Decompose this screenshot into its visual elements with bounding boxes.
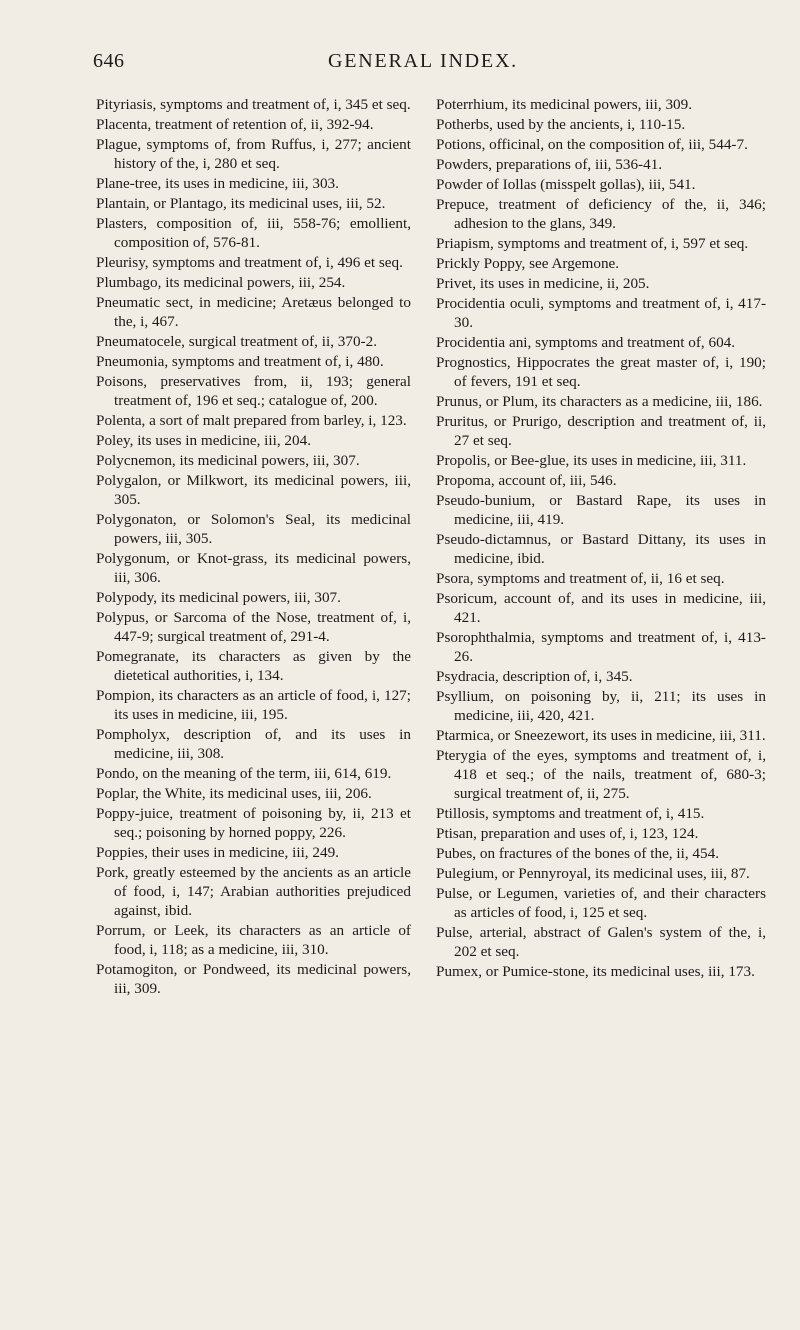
index-entry: Ptillosis, symptoms and treatment of, i, 415. (436, 805, 705, 822)
index-entry: Powder of Iollas (misspelt gollas), iii, 541. (436, 176, 696, 193)
index-entry: Psydracia, description of, i, 345. (436, 668, 633, 685)
index-entry: Potamogiton, or Pondweed, its medicinal powers, iii, 309. (96, 961, 411, 997)
index-entry: Plasters, composition of, iii, 558-76; emollient, composition of, 576-81. (96, 215, 411, 251)
index-entry: Pneumatic sect, in medicine; Aretæus belonged to the, i, 467. (96, 294, 411, 330)
index-entry: Poterrhium, its medicinal powers, iii, 309. (436, 96, 693, 113)
index-entry: Pomegranate, its characters as given by the dietetical authorities, i, 134. (96, 648, 411, 684)
index-entry: Potherbs, used by the ancients, i, 110-15. (436, 116, 686, 133)
index-entry: Prunus, or Plum, its characters as a medicine, iii, 186. (436, 393, 763, 410)
index-entry: Polygalon, or Milkwort, its medicinal powers, iii, 305. (96, 472, 411, 508)
index-entry: Pulse, or Legumen, varieties of, and their characters as articles of food, i, 125 et seq. (436, 885, 766, 921)
index-entry: Psoricum, account of, and its uses in medicine, iii, 421. (436, 590, 766, 626)
index-entry: Pruritus, or Prurigo, description and treatment of, ii, 27 et seq. (436, 413, 766, 449)
index-entry: Pseudo-dictamnus, or Bastard Dittany, its uses in medicine, ibid. (436, 531, 766, 567)
index-entry: Pork, greatly esteemed by the ancients as an article of food, i, 147; Arabian authorities prejudiced against, ibid. (96, 864, 411, 919)
index-entry: Psyllium, on poisoning by, ii, 211; its uses in medicine, iii, 420, 421. (436, 688, 766, 724)
index-entry: Poppy-juice, treatment of poisoning by, ii, 213 et seq.; poisoning by horned poppy, 226. (96, 805, 411, 841)
index-entry: Porrum, or Leek, its characters as an article of food, i, 118; as a medicine, iii, 310. (96, 922, 411, 958)
index-entry: Procidentia ani, symptoms and treatment of, 604. (436, 334, 736, 351)
index-entry: Priapism, symptoms and treatment of, i, 597 et seq. (436, 235, 749, 252)
index-entry: Prognostics, Hippocrates the great master of, i, 190; of fevers, 191 et seq. (436, 354, 766, 390)
index-entry: Powders, preparations of, iii, 536-41. (436, 156, 663, 173)
index-entry: Propoma, account of, iii, 546. (436, 472, 617, 489)
index-entry: Pompion, its characters as an article of food, i, 127; its uses in medicine, iii, 195. (96, 687, 411, 723)
index-entry: Plague, symptoms of, from Ruffus, i, 277; ancient history of the, i, 280 et seq. (96, 136, 411, 172)
index-entry: Plane-tree, its uses in medicine, iii, 303. (96, 175, 339, 192)
index-entry: Poppies, their uses in medicine, iii, 249. (96, 844, 339, 861)
index-entry: Pubes, on fractures of the bones of the, ii, 454. (436, 845, 720, 862)
index-entry: Ptarmica, or Sneezewort, its uses in medicine, iii, 311. (436, 727, 766, 744)
index-entry: Procidentia oculi, symptoms and treatment of, i, 417-30. (436, 295, 766, 331)
index-entry: Pityriasis, symptoms and treatment of, i, 345 et seq. (96, 96, 411, 113)
index-entry: Pompholyx, description of, and its uses in medicine, iii, 308. (96, 726, 411, 762)
index-entry: Polygonaton, or Solomon's Seal, its medicinal powers, iii, 305. (96, 511, 411, 547)
index-entry: Polenta, a sort of malt prepared from barley, i, 123. (96, 412, 407, 429)
index-entry: Pneumatocele, surgical treatment of, ii, 370-2. (96, 333, 378, 350)
running-head: GENERAL INDEX. (328, 50, 518, 72)
index-entry: Placenta, treatment of retention of, ii, 392-94. (96, 116, 374, 133)
index-entry: Psora, symptoms and treatment of, ii, 16 et seq. (436, 570, 725, 587)
index-entry: Pterygia of the eyes, symptoms and treatment of, i, 418 et seq.; of the nails, treatment of, 680-3; surgical treatment of, ii, 275. (436, 747, 766, 802)
index-entry: Pseudo-bunium, or Bastard Rape, its uses in medicine, iii, 419. (436, 492, 766, 528)
index-entry: Plantain, or Plantago, its medicinal uses, iii, 52. (96, 195, 386, 212)
index-column-right (436, 95, 766, 982)
index-entry: Poplar, the White, its medicinal uses, iii, 206. (96, 785, 372, 802)
index-entry: Privet, its uses in medicine, ii, 205. (436, 275, 650, 292)
index-entry: Pulegium, or Pennyroyal, its medicinal uses, iii, 87. (436, 865, 750, 882)
index-entry: Pneumonia, symptoms and treatment of, i, 480. (96, 353, 384, 370)
index-entry: Pumex, or Pumice-stone, its medicinal uses, iii, 173. (436, 963, 755, 980)
index-entry: Polygonum, or Knot-grass, its medicinal powers, iii, 306. (96, 550, 411, 586)
index-entry: Pulse, arterial, abstract of Galen's system of the, i, 202 et seq. (436, 924, 766, 960)
index-entry: Propolis, or Bee-glue, its uses in medicine, iii, 311. (436, 452, 747, 469)
index-entry: Plumbago, its medicinal powers, iii, 254. (96, 274, 346, 291)
index-entry: Pleurisy, symptoms and treatment of, i, 496 et seq. (96, 254, 403, 271)
index-entry: Polypus, or Sarcoma of the Nose, treatment of, i, 447-9; surgical treatment of, 291-4. (96, 609, 411, 645)
index-entry: Polypody, its medicinal powers, iii, 307. (96, 589, 341, 606)
index-entry: Potions, officinal, on the composition of, iii, 544-7. (436, 136, 748, 153)
page-number: 646 (93, 50, 125, 72)
index-column-left (96, 95, 411, 999)
index-entry: Pondo, on the meaning of the term, iii, 614, 619. (96, 765, 392, 782)
index-entry: Psorophthalmia, symptoms and treatment of, i, 413-26. (436, 629, 766, 665)
index-entry: Prickly Poppy, see Argemone. (436, 255, 620, 272)
index-entry: Poisons, preservatives from, ii, 193; general treatment of, 196 et seq.; catalogue of, 200. (96, 373, 411, 409)
index-entry: Ptisan, preparation and uses of, i, 123, 124. (436, 825, 699, 842)
index-entry: Prepuce, treatment of deficiency of the, ii, 346; adhesion to the glans, 349. (436, 196, 766, 232)
index-entry: Polycnemon, its medicinal powers, iii, 307. (96, 452, 360, 469)
index-entry: Poley, its uses in medicine, iii, 204. (96, 432, 311, 449)
page-header (93, 50, 766, 80)
